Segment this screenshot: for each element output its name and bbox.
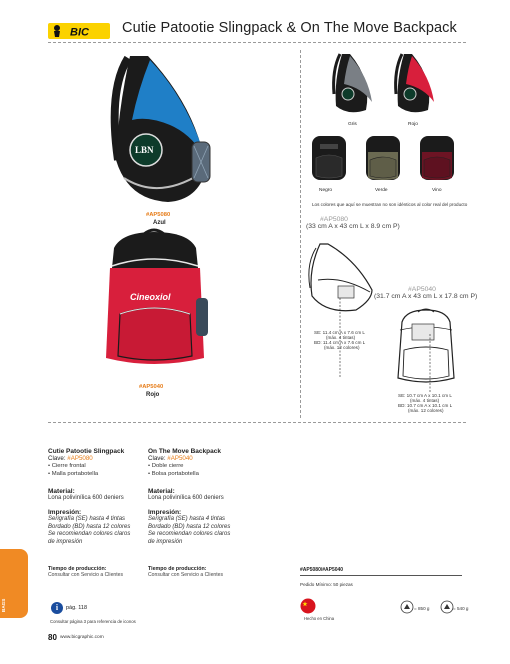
page-title: Cutie Patootie Slingpack & On The Move Backpack xyxy=(122,20,457,36)
backpack-imprint-area xyxy=(398,393,452,413)
variant-label-gris: Gris xyxy=(348,122,357,127)
spec-backpack-impresion-4: de impresión xyxy=(148,538,183,545)
sling-imprint-text: LBN xyxy=(135,145,154,155)
spec-sling-impresion-4: de impresión xyxy=(48,538,83,545)
variant-verde-image xyxy=(360,130,406,184)
variant-label-verde: Verde xyxy=(375,188,388,193)
dims-sling-size: (33 cm A x 43 cm L x 8.9 cm P) xyxy=(306,223,400,230)
weight-icon-2 xyxy=(440,600,454,614)
dims-backpack-size: (31.7 cm A x 43 cm L x 17.8 cm P) xyxy=(374,293,478,300)
variant-label-vino: Vino xyxy=(432,188,442,193)
sling-imprint-bd-max: (máx. 12 colores) xyxy=(324,345,360,350)
backpack-imprint-bd-max: (máx. 12 colores) xyxy=(408,408,444,413)
variant-negro-image xyxy=(306,130,352,184)
sling-code: #AP5080 xyxy=(146,212,171,218)
vertical-divider xyxy=(300,50,301,418)
backpack-callout-line xyxy=(428,334,432,392)
backpack-imprint-se-max: (máx. 4 tintas) xyxy=(410,398,440,403)
spec-right-codes: #AP5080/#AP5040 xyxy=(300,567,344,573)
sling-imprint-area xyxy=(314,330,365,350)
spec-sling-material-label: Material: xyxy=(48,488,75,495)
bic-logo xyxy=(48,23,110,39)
sling-bag-image xyxy=(88,50,228,210)
backpack-color: Rojo xyxy=(146,392,160,398)
backpack-imprint-bd: BD: 10.7 cm A x 10.1 cm L xyxy=(398,403,453,408)
spec-sling xyxy=(48,448,158,578)
spec-backpack-name: On The Move Backpack xyxy=(148,448,221,455)
dims-sling xyxy=(306,216,400,230)
spec-sling-impresion-1: Serigrafía (SE) hasta 4 tintas xyxy=(48,516,126,523)
spec-sling-bullet-1: • Cierre frontal xyxy=(48,463,86,469)
horizontal-divider xyxy=(48,422,466,423)
spec-backpack xyxy=(148,448,258,578)
spec-sling-impresion-label: Impresión: xyxy=(48,509,82,517)
color-disclaimer: Los colores que aquí se muestran no son idénticos al color real del producto xyxy=(312,202,468,207)
page-ref-note: Consultar página 3 para referencia de iconos xyxy=(50,619,136,624)
info-icon: i xyxy=(51,602,63,614)
variant-vino-image xyxy=(414,130,460,184)
spec-backpack-material-label: Material: xyxy=(148,488,175,495)
spec-backpack-material: Lona polivinílica 600 deniers xyxy=(148,495,224,501)
variant-label-rojo: Rojo xyxy=(408,122,418,127)
weight-icon-1 xyxy=(400,600,414,614)
dims-backpack-code: #AP5040 xyxy=(408,286,436,293)
backpack-imprint-se: SE: 10.7 cm A x 10.1 cm L xyxy=(398,393,452,398)
spec-backpack-impresion-label: Impresión: xyxy=(148,509,182,517)
spec-backpack-bullet-2: • Bolsa portabotella xyxy=(148,471,199,477)
variant-label-negro: Negro xyxy=(319,188,333,193)
spec-sling-impresion-3: Se recomiendan colores claros xyxy=(48,531,131,538)
bags-side-tab xyxy=(0,549,28,618)
made-in-china-icon xyxy=(300,598,316,614)
dims-backpack xyxy=(374,286,477,300)
spec-sling-bullet-2: • Malla portabotella xyxy=(48,471,99,477)
spec-backpack-impresion-1: Serigrafía (SE) hasta 4 tintas xyxy=(148,516,226,523)
spec-backpack-tiempo: Consultar con Servicio a Clientes xyxy=(148,572,224,579)
sling-color: Azul xyxy=(153,220,166,226)
spec-backpack-bullet-1: • Doble cierre xyxy=(148,463,184,469)
header-divider xyxy=(48,42,466,43)
bags-side-tab-label: BAGS xyxy=(1,598,6,612)
backpack-image xyxy=(92,228,222,378)
spec-backpack-impresion-3: Se recomiendan colores claros xyxy=(148,531,231,538)
spec-sling-material: Lona polivinílica 600 deniers xyxy=(48,495,124,501)
min-order: Pedido Mínimo: 50 piezas xyxy=(300,582,353,587)
page-ref: pág. 118 xyxy=(66,605,88,611)
sling-imprint-se-max: (máx. 4 tintas) xyxy=(326,335,356,340)
weight-1: = 850 g xyxy=(414,606,430,611)
spec-sling-tiempo: Consultar con Servicio a Clientes xyxy=(48,572,124,579)
spec-backpack-tiempo-label: Tiempo de producción: xyxy=(148,566,207,573)
sling-imprint-bd: BD: 11.4 cm A x 7.6 cm L xyxy=(314,340,366,345)
website: www.bicgraphic.com xyxy=(60,635,104,640)
weight-2: = 540 g xyxy=(453,606,469,611)
variant-gris-image xyxy=(328,50,378,118)
spec-sling-impresion-2: Bordado (BD) hasta 12 colores xyxy=(48,523,131,530)
spec-backpack-impresion-2: Bordado (BD) hasta 12 colores xyxy=(148,523,231,530)
dims-sling-code: #AP5080 xyxy=(320,216,348,223)
backpack-code: #AP5040 xyxy=(139,384,164,390)
spec-sling-tiempo-label: Tiempo de producción: xyxy=(48,566,107,573)
brand-text: BIC xyxy=(70,26,89,39)
made-in-china-text: Hecho en China xyxy=(304,616,335,621)
spec-right-rule xyxy=(300,575,462,576)
sling-imprint-se: SE: 11.4 cm A x 7.6 cm L xyxy=(314,330,365,335)
sling-outline-drawing xyxy=(306,240,378,316)
variant-rojo-image xyxy=(390,50,440,118)
spec-sling-key: Clave: #AP5080 xyxy=(48,455,93,462)
backpack-imprint-text: Cineoxiol xyxy=(130,292,171,302)
backpack-outline-drawing xyxy=(392,308,460,386)
page-number: 80 xyxy=(48,633,57,642)
spec-backpack-key: Clave: #AP5040 xyxy=(148,455,193,462)
spec-sling-name: Cutie Patootie Slingpack xyxy=(48,448,125,455)
